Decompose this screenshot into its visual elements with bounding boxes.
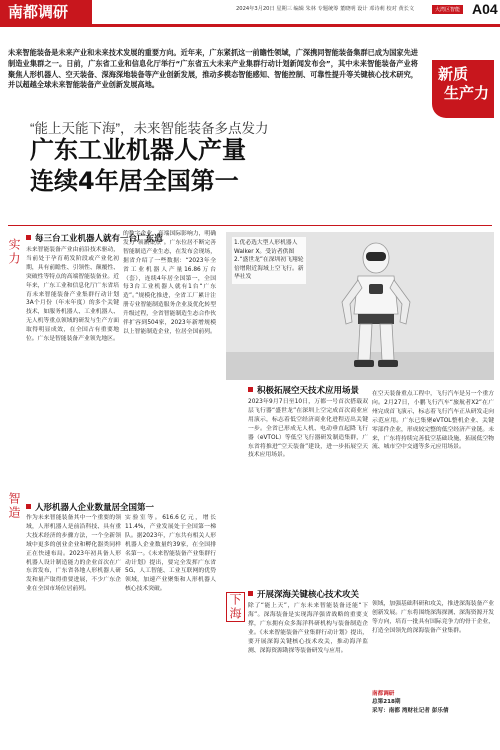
section-heading-4-text: 开展深海关键核心技术攻关 [257, 590, 360, 600]
header-rule [0, 24, 500, 27]
label-manufacturing: 智造 [7, 492, 21, 520]
byline [372, 690, 494, 715]
page-header [0, 0, 500, 24]
label-sea: 下海 [226, 592, 245, 622]
article-column: 除了“能上天”，广东未来智能装备还能“下海”。深海装备是实现海洋强省战略的重要支撑，广东拥有众多海洋科研机构与装备制造企业。《未来智能装备产业集群行动计划》提出，要开展深海关键核心技术攻关，推动海洋监测、深海资源勘探等装备研发与应用。 [248, 603, 368, 654]
article-column: 作为未来智能装备其中一个重要的领域，人形机器人是前沿科技、具有重大技术经济的步骤方法，一个全新领域中更多的创业企业和孵化器类同样正在快速布局。2023年初具备人形机器人设计制造能力的企业首次在广东省发布，广东省各地人形机器人研发和量产取得重要进展，不少广东企业在全国市场位居前列。 [26, 515, 121, 593]
title-divider [8, 225, 492, 226]
bullet-icon [26, 235, 31, 240]
title-line-2: 连续4年居全国第一 [30, 167, 239, 195]
byline-brand: 南都调研 [372, 691, 395, 697]
bullet-icon [248, 591, 253, 596]
section-heading-3-text: 积极拓展空天技术应用场景 [257, 386, 360, 396]
bullet-icon [248, 387, 253, 392]
badge-line-2: 生产力 [444, 84, 490, 102]
badge-line-1: 新质 [438, 65, 469, 83]
section-heading-1-text: 每三台工业机器人就有一台广东造 [35, 234, 163, 244]
issue-line: 2024年3月20日 星期三 编辑 朱林 专题统筹 董晓明 设计 邓诗莉 校对 黄长文 [236, 6, 415, 12]
article-column: 的数字企业，高端国际影响力，明确发力“领潮集点”。广东位居不断完善智能制造产业生态，在发布会现场，据省介绍了一些数据：“2023年全省工业机器人产量16.86万台（套），连续4年居全国第一，全国每3台工业机器人就有1台“广东造”。”规模化推进，全省工厂累计注册专业智能制造服务企业及优化转型升级过程，全省智能制造生态合作伙伴扩容到504家，2023年新增规模以上智能制造企业，位居全国前列。 [123, 231, 216, 335]
label-strength: 实力 [7, 238, 21, 266]
article-column: 在空天装备重点工程中，飞行汽车是另一个重方向。2月27日，小鹏飞行汽车“旅航者X2”在广州完成首飞演示，标志着飞行汽车正从研发走向示范应用。广东已集聚eVTOL整机企业、关键零部件企业，形成较完整的低空经济产业链。未来，广东将持续完善低空基础设施，拓展低空物流、城市空中交通等多元应用场景。 [372, 391, 494, 451]
lead-paragraph: 未来智能装备是未来产业和未来技术发展的重要方向。近年来，广东紧抓这一前瞻性领域，广深携同智能装备集群已成为国家先进制造业集群之一。日前，广东省工业和信息化厅举行“广东省五大未来产业集群行动计划新闻发布会”，其中未来智能装备产业将聚焦人形机器人、空天装备、深海深地装备等产业创新发展，推动多模态智能感知、智能控制、可靠性提升等关键核心技术研究，并以超越全球未来智能装备产业创新发展高地。 [8, 48, 418, 90]
subtitle: “能上天能下海”，未来智能装备多点发力 [30, 121, 269, 136]
section-brand: 南都调研 [0, 0, 92, 24]
byline-issue: 总第218期 [372, 699, 401, 706]
article-column: 实验室等。616.6亿元，增长11.4%，产业发展处于全国第一梯队。据2023年，广东共有相关人形机器人企业数量约39家，在全国排名第一。《未来智能装备产业集群行动计划》提出，要完全发挥广东省5G、人工智能、工业互联网的优势领域，加速产业聚集和人形机器人核心技术突破。 [125, 515, 216, 593]
byline-author: 采写：南都 湾财社记者 彭乐倩 [372, 707, 449, 714]
page-title [30, 135, 480, 197]
theme-badge [432, 60, 494, 120]
section-heading-4 [248, 588, 359, 600]
photo-caption: 1.优必选大型人形机器人Walker X。受访者供图 2.“盛世龙”在深圳初飞翔轮倍增附近海域上空飞行。新华社发 [232, 237, 306, 284]
section-heading-3 [248, 384, 359, 396]
page-number: A04 [472, 1, 498, 17]
title-line-1: 广东工业机器人产量 [30, 136, 246, 164]
article-column: 未来智能装备产业由前沿技术驱动，当前处于孕育萌发阶段或产业化初期，具有前瞻性、引领性、颠覆性、突破性等特点的高端智能装备业。近年来，广东工业和信息化厅广东省培育未来智能装备产业集群行动计划3A个月份（年末年度）的多个关键技术，如服务机器人、工业机器人、无人机等重点领域的研发与生产方面取得明显成效，在全国占有重要地位。广东是智能装备产业领先地区。 [26, 247, 119, 343]
bullet-icon [26, 504, 31, 509]
section-heading-2-text: 人形机器人企业数量居全国第一 [35, 503, 155, 513]
article-column: 2023年9月7日至10日，万都一号首次搭载双层飞行器“盛世龙”在深圳上空完成首次商业应用演示，标志着低空经济商业化进程迈出关键一步。全省已形成无人机、电动垂直起降飞行器（eVTOL）等低空飞行器研发制造集群，广东省将推进“空天装备”建设，进一步拓展空天技术应用场景。 [248, 399, 368, 459]
section-heading-2 [26, 501, 154, 513]
edition-tag: 大湾区智能 [432, 5, 463, 14]
article-column: 领域，加强基础科研和攻关，推进深海装备产业创新发展。广东将围绕深海探测、深海资源开发等方向，培育一批具有国际竞争力的骨干企业，打造全国领先的深海装备产业集群。 [372, 601, 494, 634]
